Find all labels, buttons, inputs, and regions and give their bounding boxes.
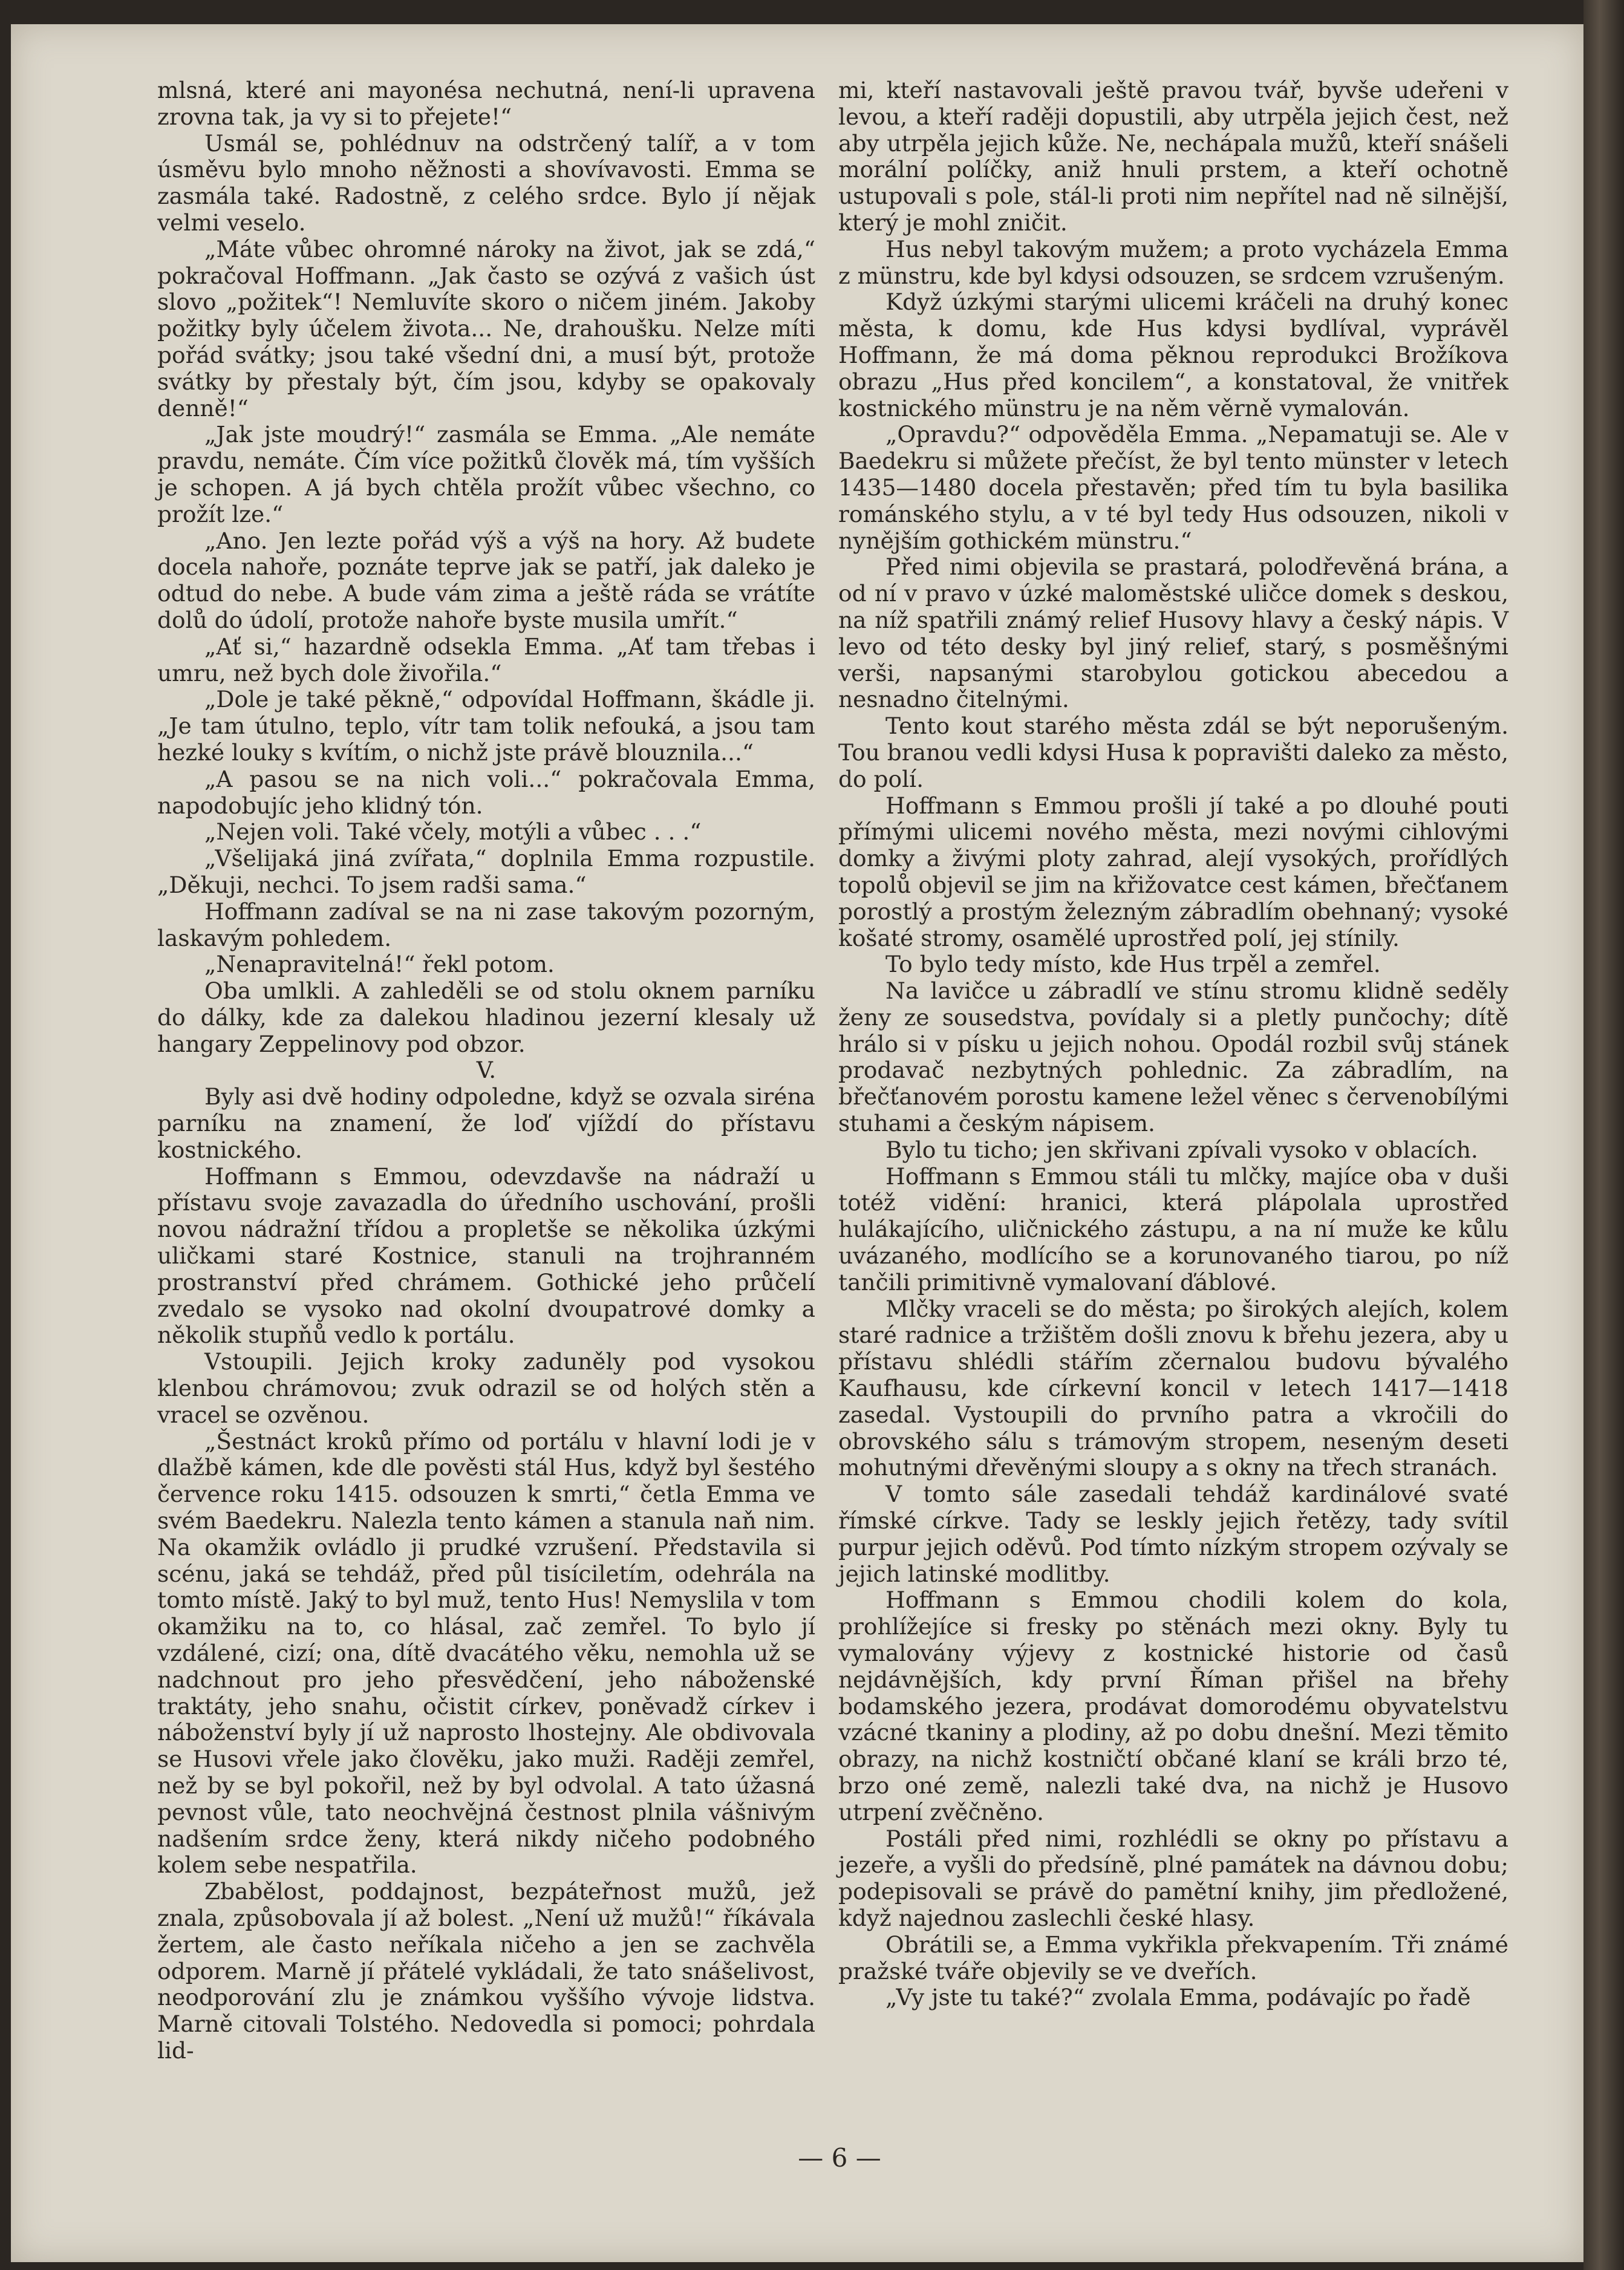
paragraph: Vstoupili. Jejich kroky zaduněly pod vysokou klenbou chrámovou; zvuk odrazil se od holých stěn a vracel se ozvěnou.	[157, 1348, 815, 1428]
paragraph: Hoffmann s Emmou prošli jí také a po dlouhé pouti přímými ulicemi nového města, mezi novými cihlovými domky a živými ploty zahrad, alejí vysokých, prořídlých topolů objevil se jim na křižovatce cest kámen, břečťanem porostlý a prostým železným zábradlím obehnaný; vysoké košaté stromy, osamělé uprostřed polí, jej stínily.	[838, 792, 1508, 951]
page	[11, 24, 1583, 2262]
paragraph: Hoffmann s Emmou stáli tu mlčky, majíce oba v duši totéž vidění: hranici, která plápolala uprostřed hulákajícího, uličnického zástupu, a na ní muže ke kůlu uvázaného, modlícího se a korunovaného tiarou, po níž tančili primitivně vymalovaní ďáblové.	[838, 1163, 1508, 1296]
paragraph: Hus nebyl takovým mužem; a proto vycházela Emma z münstru, kde byl kdysi odsouzen, se srdcem vzrušeným.	[838, 235, 1508, 289]
book-spine-edge	[1583, 0, 1624, 2270]
paragraph: mlsná, které ani mayonésa nechutná, není-li upravena zrovna tak, ja vy si to přejete!“	[157, 77, 815, 130]
left-column	[157, 77, 815, 2064]
paragraph: Mlčky vraceli se do města; po širokých alejích, kolem staré radnice a tržištěm došli znovu k břehu jezera, aby u přístavu shlédli stářím zčernalou budovu bývalého Kaufhausu, kde církevní koncil v letech 1417—1418 zasedal. Vystoupili do prvního patra a vkročili do obrovského sálu s trámovým stropem, neseným deseti mohutnými dřevěnými sloupy a s okny na třech stranách.	[838, 1295, 1508, 1481]
paragraph: Obrátili se, a Emma vykřikla překvapením. Tři známé pražské tváře objevily se ve dveřích.	[838, 1931, 1508, 1985]
paragraph: Když úzkými starými ulicemi kráčeli na druhý konec města, k domu, kde Hus kdysi bydlíval, vyprávěl Hoffmann, že má doma pěknou reprodukci Brožíkova obrazu „Hus před koncilem“, a konstatoval, že vnitřek kostnického münstru je na něm věrně vymalován.	[838, 289, 1508, 422]
paragraph: „Ano. Jen lezte pořád výš a výš na hory. Až budete docela nahoře, poznáte teprve jak se patří, jak daleko je odtud do nebe. A bude vám zima a ještě ráda se vrátíte dolů do údolí, protože nahoře byste musila umřít.“	[157, 527, 815, 633]
paragraph: Hoffmann zadíval se na ni zase takovým pozorným, laskavým pohledem.	[157, 898, 815, 951]
paragraph: „Nenapravitelná!“ řekl potom.	[204, 951, 555, 978]
paragraph: Oba umlkli. A zahleděli se od stolu oknem parníku do dálky, kde za dalekou hladinou jezerní klesaly už hangary Zeppelinovy pod obzor.	[157, 977, 815, 1057]
paragraph: To bylo tedy místo, kde Hus trpěl a zemřel.	[885, 951, 1381, 978]
paragraph: „Šestnáct kroků přímo od portálu v hlavní lodi je v dlažbě kámen, kde dle pověsti stál Hus, když byl šestého července roku 1415. odsouzen k smrti,“ četla Emma ve svém Baedekru. Nalezla tento kámen a stanula naň nim. Na okamžik ovládlo ji prudké vzrušení. Představila si scénu, jaká se tehdáž, před půl tisíciletím, odehrála na tomto místě. Jaký to byl muž, tento Hus! Nemyslila v tom okamžiku na to, co hlásal, zač zemřel. To bylo jí vzdálené, cizí; ona, dítě dvacátého věku, nemohla už se nadchnout pro jeho přesvědčení, jeho náboženské traktáty, jeho snahu, očistit církev, poněvadž církev i náboženství byly jí už naprosto lhostejny. Ale obdivovala se Husovi vřele jako člověku, jako muži. Raději zemřel, než by se byl pokořil, než by byl odvolal. A tato úžasná pevnost vůle, tato neochvějná čestnost plnila vášnivým nadšením srdce ženy, která nikdy ničeho podobného kolem sebe nespatřila.	[157, 1427, 815, 1879]
paragraph: V tomto sále zasedali tehdáž kardinálové svaté římské církve. Tady se leskly jejich řetězy, tady svítil purpur jejich oděvů. Pod tímto nízkým stropem ozývaly se jejich latinské modlitby.	[838, 1481, 1508, 1587]
paragraph: Před nimi objevila se prastará, polodřevěná brána, a od ní v pravo v úzké maloměstské uličce domek s deskou, na níž spatřili známý relief Husovy hlavy a český nápis. V levo od této desky byl jiný relief, starý, s posměšnými verši, napsanými starobylou gotickou abecedou a nesnadno čitelnými.	[838, 553, 1508, 713]
paragraph: Bylo tu ticho; jen skřivani zpívali vysoko v oblacích.	[885, 1136, 1478, 1163]
paragraph: „Všelijaká jiná zvířata,“ doplnila Emma rozpustile. „Děkuji, nechci. To jsem radši sama.“	[157, 845, 815, 898]
paragraph: Zbabělost, poddajnost, bezpáteřnost mužů, jež znala, způsobovala jí až bolest. „Není už mužů!“ říkávala žertem, ale často neříkala ničeho a jen se zachvěla odporem. Marně jí přátelé vykládali, že tato snášelivost, neodporování zlu je známkou vyššího vývoje lidstva. Marně citovali Tolstého. Nedovedla si pomoci; pohrdala lid-	[157, 1878, 815, 2064]
paragraph: „Ať si,“ hazardně odsekla Emma. „Ať tam třebas i umru, než bych dole živořila.“	[157, 633, 815, 687]
paragraph: Hoffmann s Emmou, odevzdavše na nádraží u přístavu svoje zavazadla do úředního uschování, prošli novou nádražní třídou a propletše se několika úzkými uličkami staré Kostnice, stanuli na trojhranném prostranství před chrámem. Gothické jeho průčelí zvedalo se vysoko nad okolní dvoupatrové domky a několik stupňů vedlo k portálu.	[157, 1163, 815, 1349]
paragraph: „Vy jste tu také?“ zvolala Emma, podávajíc po řadě	[885, 1984, 1471, 2011]
page-number: — 6 —	[798, 2143, 881, 2173]
paragraph: Tento kout starého města zdál se být neporušeným. Tou branou vedli kdysi Husa k popravišti daleko za město, do polí.	[838, 713, 1508, 792]
chapter-heading: V.	[476, 1057, 497, 1084]
paragraph: Hoffmann s Emmou chodili kolem do kola, prohlížejíce si fresky po stěnách mezi okny. Byly tu vymalovány výjevy z kostnické historie od časů nejdávnějších, kdy první Říman přišel na břehy bodamského jezera, prodávat domorodému obyvatelstvu vzácné tkaniny a plodiny, až po dobu dnešní. Mezi těmito obrazy, na nichž kostničtí občané klaní se králi brzo té, brzo oné země, nalezli také dva, na nichž je Husovo utrpení zvěčněno.	[838, 1587, 1508, 1825]
paragraph: mi, kteří nastavovali ještě pravou tvář, byvše udeřeni v levou, a kteří raději dopustili, aby utrpěla jejich čest, než aby utrpěla jejich kůže. Ne, nechápala mužů, kteří snášeli morální políčky, aniž hnuli prstem, a kteří ochotně ustupovali s pole, stál-li proti nim nepřítel nad ně silnější, který je mohl zničit.	[838, 77, 1508, 236]
paragraph: „Nejen voli. Také včely, motýli a vůbec . . .“	[204, 818, 702, 846]
paragraph: „Jak jste moudrý!“ zasmála se Emma. „Ale nemáte pravdu, nemáte. Čím více požitků člověk má, tím vyšších je schopen. A já bych chtěla prožít vůbec všechno, co prožít lze.“	[157, 421, 815, 527]
paragraph: „Opravdu?“ odpověděla Emma. „Nepamatuji se. Ale v Baedekru si můžete přečíst, že byl tento münster v letech 1435—1480 docela přestavěn; před tím tu byla basilika románského stylu, a v té byl tedy Hus odsouzen, nikoli v nynějším gothickém münstru.“	[838, 421, 1508, 554]
paragraph: „A pasou se na nich voli...“ pokračovala Emma, napodobujíc jeho klidný tón.	[157, 765, 815, 819]
paragraph: Usmál se, pohlédnuv na odstrčený talíř, a v tom úsměvu bylo mnoho něžnosti a shovívavosti. Emma se zasmála také. Radostně, z celého srdce. Bylo jí nějak velmi veselo.	[157, 129, 815, 236]
paragraph: Na lavičce u zábradlí ve stínu stromu klidně seděly ženy ze sousedstva, povídaly si a pletly punčochy; dítě hrálo si v písku u jejich nohou. Opodál rozbil svůj stánek prodavač nezbytných pohlednic. Za zábradlím, na břečťanovém porostu kamene ležel věnec s červenobílými stuhami a českým nápisem.	[838, 977, 1508, 1137]
paragraph: Byly asi dvě hodiny odpoledne, když se ozvala siréna parníku na znamení, že loď vjíždí do přístavu kostnického.	[157, 1083, 815, 1163]
paragraph: „Dole je také pěkně,“ odpovídal Hoffmann, škádle ji. „Je tam útulno, teplo, vítr tam tolik nefouká, a jsou tam hezké louky s kvítím, o nichž jste právě blouznila...“	[157, 686, 815, 766]
right-column	[838, 77, 1508, 2011]
paragraph: „Máte vůbec ohromné nároky na život, jak se zdá,“ pokračoval Hoffmann. „Jak často se ozývá z vašich úst slovo „požitek“! Nemluvíte skoro o ničem jiném. Jakoby požitky byly účelem života... Ne, drahoušku. Nelze míti pořád svátky; jsou také všední dni, a musí být, protože svátky by přestaly být, čím jsou, kdyby se opakovaly denně!“	[157, 235, 815, 422]
paragraph: Postáli před nimi, rozhlédli se okny po přístavu a jezeře, a vyšli do předsíně, plné památek na dávnou dobu; podepisovali se právě do pamětní knihy, jim předložené, když najednou zaslechli české hlasy.	[838, 1825, 1508, 1931]
